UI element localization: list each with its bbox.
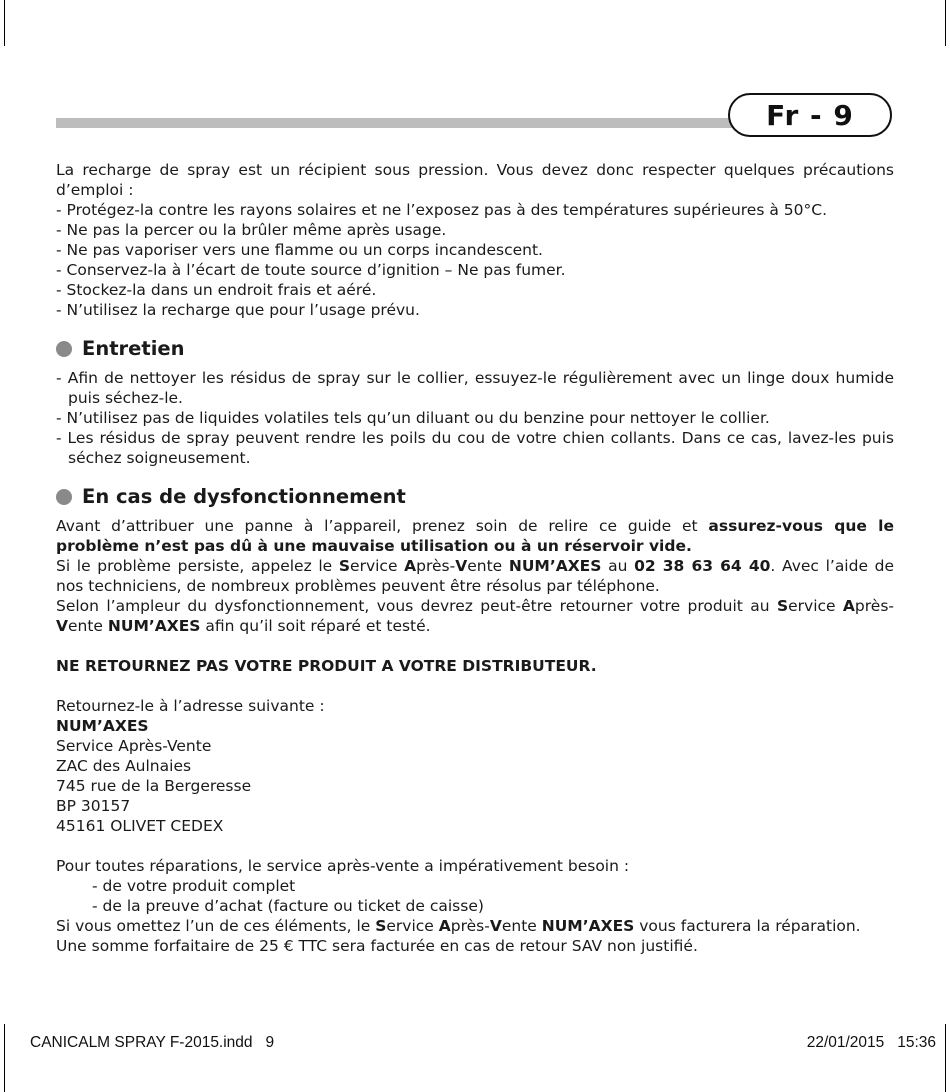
address-line: ZAC des Aulnaies: [56, 757, 192, 775]
section-heading-entretien: [56, 336, 894, 362]
support-paragraph: Si le problème persiste, appelez le Service Après-Vente NUM’AXES au 02 38 63 64 40. Avec l’aide de nos techniciens, de nombreux problèmes peuvent être résolus par téléphone.: [56, 557, 895, 595]
return-intro: Retournez-le à l’adresse suivante :: [56, 697, 325, 715]
maintenance-item: - Afin de nettoyer les résidus de spray sur le collier, essuyez-le régulièrement avec un linge doux humide puis séchez-le.: [56, 369, 894, 407]
section-title: En cas de dysfonctionnement: [82, 485, 406, 508]
address-line: 745 rue de la Bergeresse: [56, 777, 252, 795]
section-title: Entretien: [82, 337, 185, 360]
billing-paragraph: Si vous omettez l’un de ces éléments, le Service Après-Vente NUM’AXES vous facturera la réparation.: [56, 917, 861, 935]
crop-mark-bottom-left: [4, 1024, 5, 1092]
brand-name: NUM’AXES: [107, 617, 201, 635]
precaution-item: - Stockez-la dans un endroit frais et aéré.: [56, 281, 377, 299]
brand-name: NUM’AXES: [508, 557, 602, 575]
page-content: [56, 160, 894, 956]
precaution-item: - Ne pas vaporiser vers une flamme ou un corps incandescent.: [56, 241, 543, 259]
repair-item: - de votre produit complet: [92, 877, 296, 895]
maintenance-item: - Les résidus de spray peuvent rendre les poils du cou de votre chien collants. Dans ce cas, lavez-les puis séchez soigneusement.: [56, 429, 894, 467]
repair-item: - de la preuve d’achat (facture ou ticket de caisse): [92, 897, 484, 915]
address-line: 45161 OLIVET CEDEX: [56, 817, 224, 835]
footer-file-info: CANICALM SPRAY F-2015.indd 9: [30, 1034, 275, 1051]
brand-name: NUM’AXES: [541, 917, 635, 935]
return-paragraph: Selon l’ampleur du dysfonctionnement, vous devrez peut-être retourner votre produit au Service Après-Vente NUM’AXES afin qu’il soit réparé et testé.: [56, 597, 894, 635]
bullet-dot-icon: [56, 489, 72, 505]
crop-mark-bottom-right: [945, 1024, 946, 1092]
precaution-item: - Conservez-la à l’écart de toute source d’ignition – Ne pas fumer.: [56, 261, 566, 279]
address-line: Service Après-Vente: [56, 737, 212, 755]
warning-text: NE RETOURNEZ PAS VOTRE PRODUIT A VOTRE DISTRIBUTEUR.: [56, 657, 597, 675]
crop-mark-top-left: [4, 0, 5, 46]
crop-mark-top-right: [945, 0, 946, 46]
address-name: NUM’AXES: [56, 717, 149, 735]
page-number-badge: Fr - 9: [728, 93, 892, 137]
section-heading-dysfonctionnement: [56, 484, 894, 510]
maintenance-item: - N’utilisez pas de liquides volatiles tels qu’un diluant ou du benzine pour nettoyer le collier.: [56, 409, 770, 427]
precaution-item: - Ne pas la percer ou la brûler même après usage.: [56, 221, 447, 239]
repair-intro: Pour toutes réparations, le service après-vente a impérativement besoin :: [56, 857, 630, 875]
precaution-item: - N’utilisez la recharge que pour l’usage prévu.: [56, 301, 420, 319]
intro-paragraph: La recharge de spray est un récipient sous pression. Vous devez donc respecter quelques précautions d’emploi :: [56, 161, 894, 199]
bullet-dot-icon: [56, 341, 72, 357]
precaution-item: - Protégez-la contre les rayons solaires et ne l’exposez pas à des températures supérieures à 50°C.: [56, 201, 827, 219]
address-line: BP 30157: [56, 797, 131, 815]
footer-date: 22/01/2015 15:36: [806, 1034, 936, 1051]
header-rule: [56, 118, 746, 128]
troubleshoot-paragraph: Avant d’attribuer une panne à l’appareil, prenez soin de relire ce guide et assurez-vous que le problème n’est pas dû à une mauvaise utilisation ou à un réservoir vide.: [56, 517, 894, 555]
fee-paragraph: Une somme forfaitaire de 25 € TTC sera facturée en cas de retour SAV non justifié.: [56, 937, 698, 955]
phone-number: 02 38 63 64 40: [634, 557, 771, 575]
